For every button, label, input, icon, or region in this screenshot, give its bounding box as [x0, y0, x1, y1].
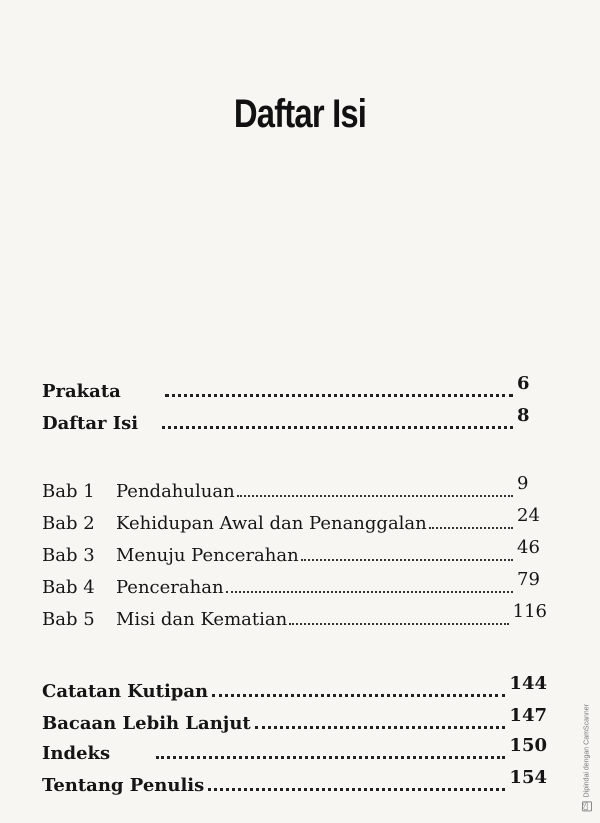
- leader-dots: [226, 591, 513, 593]
- chapter-number: Bab 2: [42, 513, 95, 534]
- scanner-watermark-text: Dipindai dengan CamScanner: [583, 703, 591, 797]
- toc-entry-label: Tentang Penulis: [42, 775, 205, 796]
- toc-chapter-1: [42, 472, 547, 502]
- chapter-number: Bab 4: [42, 577, 95, 598]
- toc-page-number: 150: [509, 735, 547, 756]
- toc-entry-bacaan-lebih-lanjut: [42, 704, 547, 734]
- toc-page-number: 46: [517, 537, 540, 558]
- chapter-title: Pencerahan: [116, 577, 224, 598]
- leader-dots: [237, 495, 513, 497]
- leader-dots: [208, 788, 505, 791]
- toc-entry-daftar-isi: [42, 404, 547, 434]
- toc-entry-label: Bacaan Lebih Lanjut: [42, 713, 251, 734]
- toc-page-number: 144: [509, 673, 547, 694]
- chapter-number: Bab 1: [42, 481, 95, 502]
- toc-page-number: 116: [512, 601, 547, 622]
- leader-dots: [156, 756, 505, 759]
- toc-page-number: 79: [517, 569, 540, 590]
- toc-page-number: 147: [509, 705, 547, 726]
- toc-entry-label: Catatan Kutipan: [42, 681, 209, 702]
- toc-chapter-2: [42, 504, 547, 534]
- toc-page-number: 6: [517, 373, 530, 394]
- scanner-watermark: [582, 704, 592, 811]
- chapter-title: Kehidupan Awal dan Penanggalan: [116, 513, 427, 534]
- toc-entry-catatan-kutipan: [42, 672, 547, 702]
- toc-page-number: 8: [517, 405, 530, 426]
- chapter-title: Misi dan Kematian: [116, 609, 288, 630]
- camscanner-icon: CS: [584, 801, 590, 810]
- toc-page-number: 154: [509, 767, 547, 788]
- chapter-number: Bab 3: [42, 545, 95, 566]
- chapter-number: Bab 5: [42, 609, 95, 630]
- toc-entry-indeks: [42, 734, 547, 764]
- toc-entry-prakata: [42, 372, 547, 402]
- toc-chapter-5: [42, 600, 547, 630]
- toc-entry-label: Indeks: [42, 743, 111, 764]
- toc-chapter-4: [42, 568, 547, 598]
- toc-entry-label: Prakata: [42, 381, 121, 402]
- chapter-title: Pendahuluan: [116, 481, 235, 502]
- toc-page-number: 9: [517, 473, 529, 494]
- chapter-title: Menuju Pencerahan: [116, 545, 299, 566]
- leader-dots: [255, 726, 506, 729]
- toc-page-number: 24: [517, 505, 540, 526]
- leader-dots: [165, 394, 513, 397]
- leader-dots: [212, 694, 505, 697]
- toc-entry-label: Daftar Isi: [42, 413, 139, 434]
- toc-chapter-3: [42, 536, 547, 566]
- leader-dots: [162, 426, 513, 429]
- toc-entry-tentang-penulis: [42, 766, 547, 796]
- leader-dots: [289, 623, 508, 625]
- leader-dots: [429, 527, 513, 529]
- leader-dots: [301, 559, 513, 561]
- page-title: Daftar Isi: [233, 92, 367, 136]
